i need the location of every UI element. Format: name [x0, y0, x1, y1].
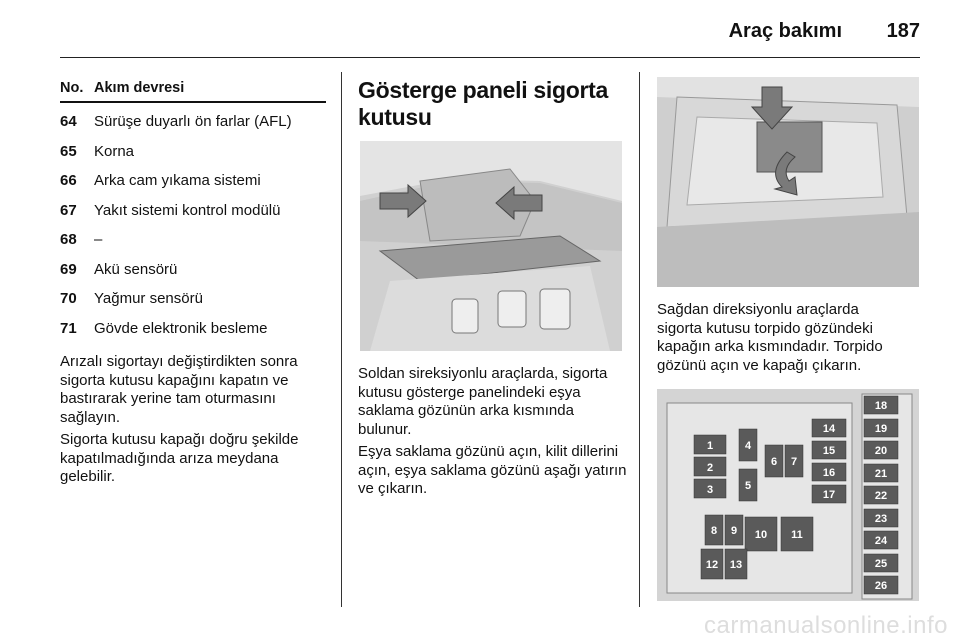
column-1: [60, 80, 326, 487]
fuse-label: 26: [874, 580, 888, 592]
fuse-label: 2: [706, 462, 714, 474]
column-2: [358, 77, 628, 499]
fuse-label: 9: [730, 525, 738, 537]
table-row: 65 Korna: [60, 142, 135, 160]
table-row: 71 Gövde elektronik besleme: [60, 319, 268, 337]
fuse-label: 5: [744, 480, 752, 492]
table-row: 69 Akü sensörü: [60, 260, 178, 278]
fuse-label: 18: [874, 400, 888, 412]
fuse-label: 20: [874, 445, 888, 457]
fuse-label: 25: [874, 558, 888, 570]
table-row: 66 Arka cam yıkama sistemi: [60, 172, 261, 190]
fuse-label: 15: [822, 445, 836, 457]
section-title: Araç bakımı: [728, 20, 842, 42]
header-rule: [60, 57, 920, 58]
table-row: 64 Sürüşe duyarlı ön farlar (AFL): [60, 113, 292, 131]
fuse-label: 3: [706, 484, 714, 496]
fuse-label: 17: [822, 489, 836, 501]
fuse-box-diagram: [657, 389, 919, 601]
fuse-label: 13: [729, 559, 743, 571]
fuse-label: 22: [874, 490, 888, 502]
fuse-label: 6: [770, 456, 778, 468]
fuse-label: 1: [706, 440, 714, 452]
fuse-label: 24: [874, 535, 888, 547]
fuse-label: 23: [874, 513, 888, 525]
column-3: [657, 77, 919, 601]
fuse-label: 16: [822, 467, 836, 479]
fuse-label: 10: [754, 529, 768, 541]
glovebox-lhd-illustration: [360, 141, 622, 351]
paragraph: Arızalı sigortayı değiştirdikten sonra sigorta kutusu kapağını kapatın ve bastırarak yerine tam oturmasını sağlayın.: [60, 353, 298, 426]
fuse-label: 4: [744, 440, 752, 452]
table-header: [60, 80, 326, 103]
col-no-header: No.: [60, 80, 84, 96]
paragraph: Eşya saklama gözünü açın, kilit dillerini açın, eşya saklama gözünü aşağı yatırın ve çıkarın.: [358, 443, 627, 497]
fuse-label: 11: [791, 529, 803, 541]
fuse-label: 21: [874, 468, 888, 480]
section-heading: Gösterge paneli sigorta kutusu: [358, 77, 608, 130]
column-divider: [639, 72, 640, 607]
fuse-label: 12: [705, 559, 719, 571]
fuse-label: 8: [710, 525, 718, 537]
page-header: [60, 18, 920, 52]
table-row: 67 Yakıt sistemi kontrol modülü: [60, 201, 281, 219]
table-row: 68 –: [60, 231, 103, 249]
column-divider: [341, 72, 342, 607]
watermark: carmanualsonline.info: [704, 612, 948, 639]
fuse-label: 7: [790, 456, 798, 468]
col-circuit-header: Akım devresi: [94, 80, 185, 96]
fuse-label: 19: [874, 423, 888, 435]
paragraph: Soldan sireksiyonlu araçlarda, sigorta kutusu gösterge panelindeki eşya saklama gözünün arka kısmında bulunur.: [358, 365, 608, 438]
table-row: 70 Yağmur sensörü: [60, 290, 203, 308]
fuse-label: 14: [822, 423, 836, 435]
page-number: 187: [886, 20, 920, 42]
glovebox-rhd-illustration: [657, 77, 919, 287]
paragraph: Sağdan direksiyonlu araçlarda sigorta kutusu torpido gözündeki kapağın arka kısmındadır. Torpido gözünü açın ve kapağı çıkarın.: [657, 301, 883, 374]
paragraph: Sigorta kutusu kapağı doğru şekilde kapatılmadığında arıza meydana gelebilir.: [60, 431, 299, 485]
